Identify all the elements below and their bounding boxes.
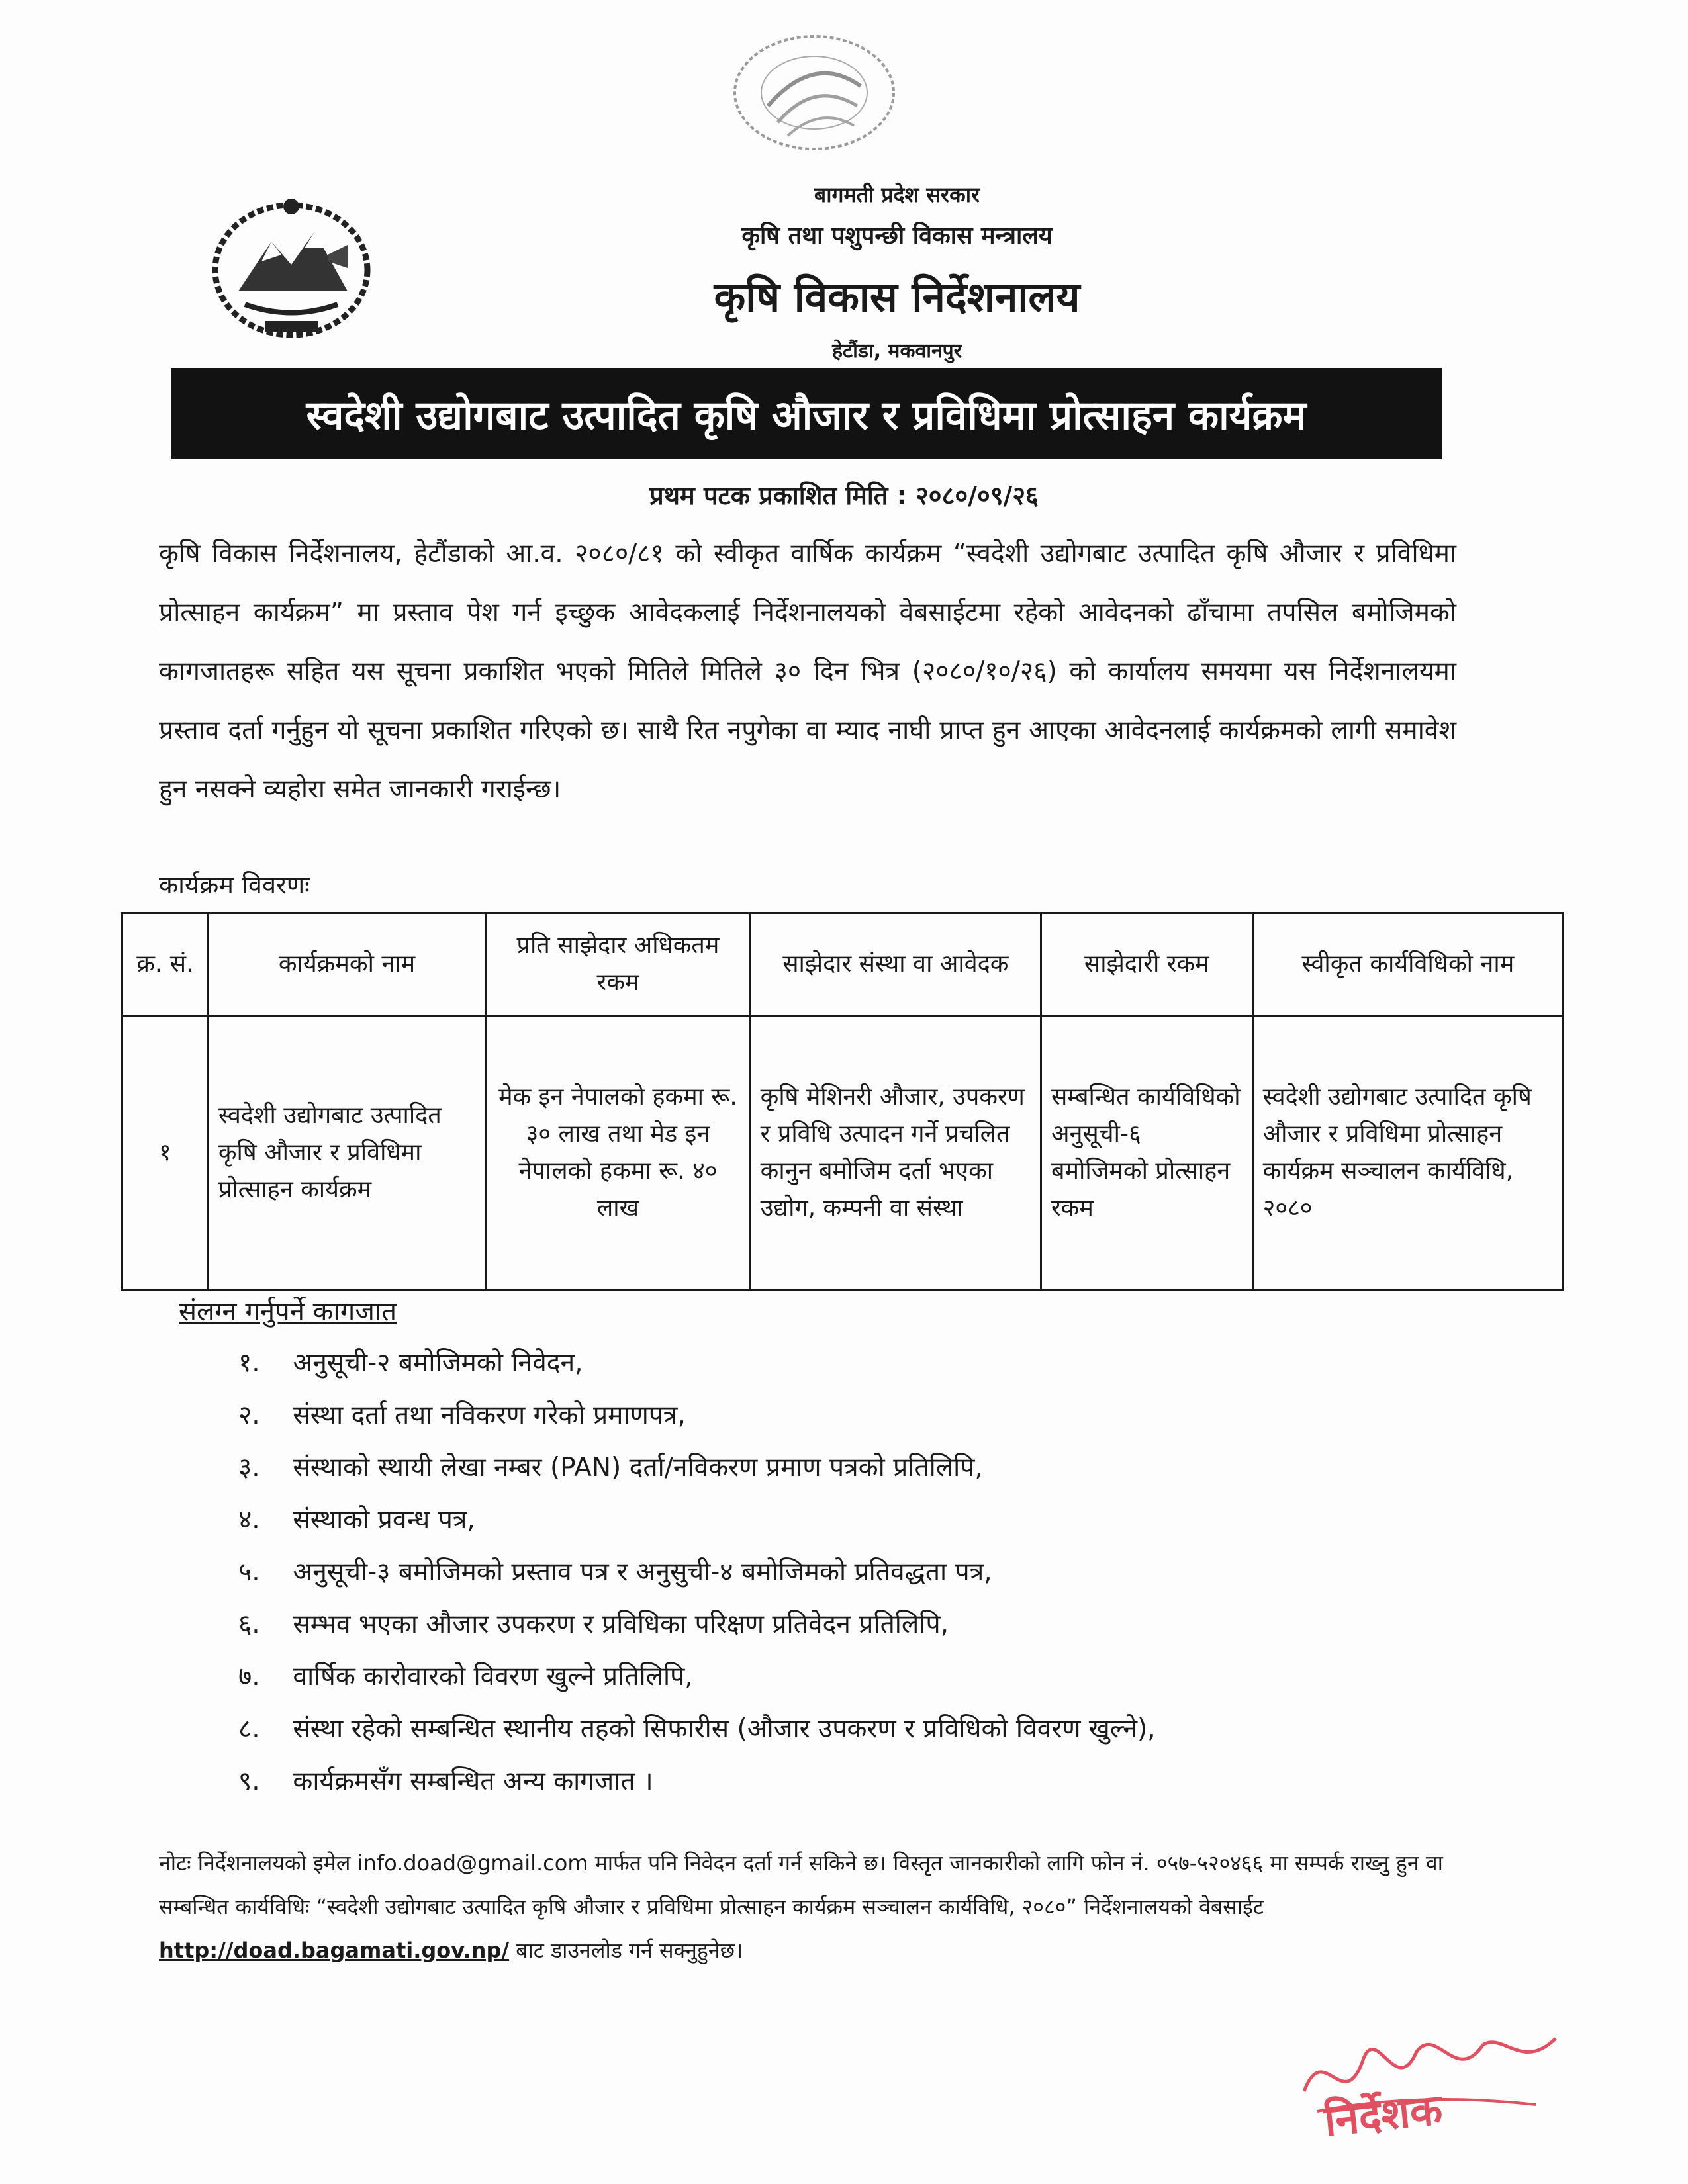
header-province: बागमती प्रदेश सरकार	[814, 182, 980, 207]
list-item	[238, 1389, 1496, 1441]
list-item	[238, 1494, 1496, 1546]
cell-serial: १	[122, 1016, 209, 1291]
signature-title: निर्देशक	[1321, 2085, 1445, 2147]
list-item-text: संस्था दर्ता तथा नविकरण गरेको प्रमाणपत्र,	[293, 1400, 686, 1430]
header-max-amount: प्रति साझेदार अधिकतम रकम	[486, 913, 750, 1016]
list-item-text: संस्थाको स्थायी लेखा नम्बर (PAN) दर्ता/नविकरण प्रमाण पत्रको प्रतिलिपि,	[293, 1453, 983, 1482]
list-item-number: ६.	[238, 1610, 260, 1639]
cell-program-name: स्वदेशी उद्योगबाट उत्पादित कृषि औजार र प्रविधिमा प्रोत्साहन कार्यक्रम	[208, 1016, 485, 1291]
list-item-text: कार्यक्रमसँग सम्बन्धित अन्य कागजात ।	[293, 1766, 653, 1796]
attachments-list	[238, 1337, 1496, 1807]
list-item	[238, 1651, 1496, 1703]
list-item	[238, 1598, 1496, 1651]
list-item-number: ९.	[238, 1766, 260, 1796]
notice-paragraph: कृषि विकास निर्देशनालय, हेटौंडाको आ.व. २०८०/८१ को स्वीकृत वार्षिक कार्यक्रम “स्वदेशी उद्योगबाट उत्पादित कृषि औजार र प्रविधिमा प्रोत्साहन कार्यक्रम” मा प्रस्ताव पेश गर्न इच्छुक आवेदकलाई निर्देशनालयको वेबसाईटमा रहेको आवेदनको ढाँचामा तपसिल बमोजिमको कागजातहरू सहित यस सूचना प्रकाशित भएको मितिले मितिले ३० दिन भित्र (२०८०/१०/२६) को कार्यालय समयमा यस निर्देशनालयमा प्रस्ताव दर्ता गर्नुहुन यो सूचना प्रकाशित गरिएको छ। साथै रित नपुगेका वा म्याद नाघी प्राप्त हुन आएका आवेदनलाई कार्यक्रमको लागी समावेश हुन नसक्ने व्यहोरा समेत जानकारी गराईन्छ।	[159, 539, 1456, 804]
program-details-heading: कार्यक्रम विवरणः	[159, 870, 310, 899]
list-item-number: ५.	[238, 1557, 260, 1587]
cell-max-amount: मेक इन नेपालको हकमा रू. ३० लाख तथा मेड इन नेपालको हकमा रू. ४० लाख	[486, 1016, 750, 1291]
header-procedure-name: स्वीकृत कार्यविधिको नाम	[1252, 913, 1563, 1016]
list-item-number: ४.	[238, 1505, 260, 1535]
list-item	[238, 1337, 1496, 1389]
header-partnership-amount: साझेदारी रकम	[1041, 913, 1252, 1016]
office-stamp	[715, 26, 914, 159]
list-item-number: ३.	[238, 1453, 260, 1482]
header-address: हेटौंडा, मकवानपुर	[832, 340, 962, 363]
list-item-number: ७.	[238, 1662, 260, 1692]
list-item-number: २.	[238, 1400, 260, 1430]
table-header-row	[122, 913, 1564, 1016]
director-signature	[1284, 2012, 1575, 2158]
note-text-end: बाट डाउनलोड गर्न सक्नुहुनेछ।	[516, 1938, 743, 1963]
header-serial-number: क्र. सं.	[122, 913, 209, 1016]
list-item-text: वार्षिक कारोवारको विवरण खुल्ने प्रतिलिपि,	[293, 1662, 693, 1692]
list-item	[238, 1546, 1496, 1598]
list-item-text: सम्भव भएका औजार उपकरण र प्रविधिका परिक्षण प्रतिवेदन प्रतिलिपि,	[293, 1610, 949, 1639]
attachments-heading: संलग्न गर्नुपर्ने कागजात	[179, 1297, 397, 1327]
list-item-number: ८.	[238, 1714, 260, 1744]
header-directorate: कृषि विकास निर्देशनालय	[714, 273, 1080, 321]
footer-note	[159, 1841, 1483, 1972]
list-item-text: संस्थाको प्रवन्ध पत्र,	[293, 1505, 475, 1535]
notice-title-banner: स्वदेशी उद्योगबाट उत्पादित कृषि औजार र प्रविधिमा प्रोत्साहन कार्यक्रम	[171, 368, 1442, 459]
cell-procedure-name: स्वदेशी उद्योगबाट उत्पादित कृषि औजार र प्रविधिमा प्रोत्साहन कार्यक्रम सञ्चालन कार्यविधि, २०८०	[1252, 1016, 1563, 1291]
list-item-text: अनुसूची-३ बमोजिमको प्रस्ताव पत्र र अनुसुची-४ बमोजिमको प्रतिवद्धता पत्र,	[293, 1557, 992, 1587]
header-program-name: कार्यक्रमको नाम	[208, 913, 485, 1016]
website-link[interactable]: http://doad.bagamati.gov.np/	[159, 1938, 510, 1963]
list-item-number: १.	[238, 1348, 260, 1378]
program-table	[121, 912, 1564, 1291]
list-item	[238, 1703, 1496, 1755]
header-ministry: कृषि तथा पशुपन्छी विकास मन्त्रालय	[741, 222, 1053, 250]
list-item	[238, 1441, 1496, 1494]
published-date: प्रथम पटक प्रकाशित मिति : २०८०/०९/२६	[649, 481, 1039, 510]
list-item-text: संस्था रहेको सम्बन्धित स्थानीय तहको सिफारीस (औजार उपकरण र प्रविधिको विवरण खुल्ने),	[293, 1714, 1156, 1744]
note-text: नोटः निर्देशनालयको इमेल info.doad@gmail.com मार्फत पनि निवेदन दर्ता गर्न सकिने छ। विस्तृत जानकारीको लागि फोन नं. ०५७-५२०४६६ मा सम्पर्क राख्नु हुन वा सम्बन्धित कार्यविधिः “स्वदेशी उद्योगबाट उत्पादित कृषि औजार र प्रविधिमा प्रोत्साहन कार्यक्रम सञ्चालन कार्यविधि, २०८०” निर्देशनालयको वेबसाईट	[159, 1850, 1443, 1919]
table-row	[122, 1016, 1564, 1291]
list-item-text: अनुसूची-२ बमोजिमको निवेदन,	[293, 1348, 583, 1378]
list-item	[238, 1755, 1496, 1807]
cell-partnership-amount: सम्बन्धित कार्यविधिको अनुसूची-६ बमोजिमको प्रोत्साहन रकम	[1041, 1016, 1252, 1291]
header-partner: साझेदार संस्था वा आवेदक	[750, 913, 1041, 1016]
cell-partner: कृषि मेशिनरी औजार, उपकरण र प्रविधि उत्पादन गर्ने प्रचलित कानुन बमोजिम दर्ता भएका उद्योग, कम्पनी वा संस्था	[750, 1016, 1041, 1291]
